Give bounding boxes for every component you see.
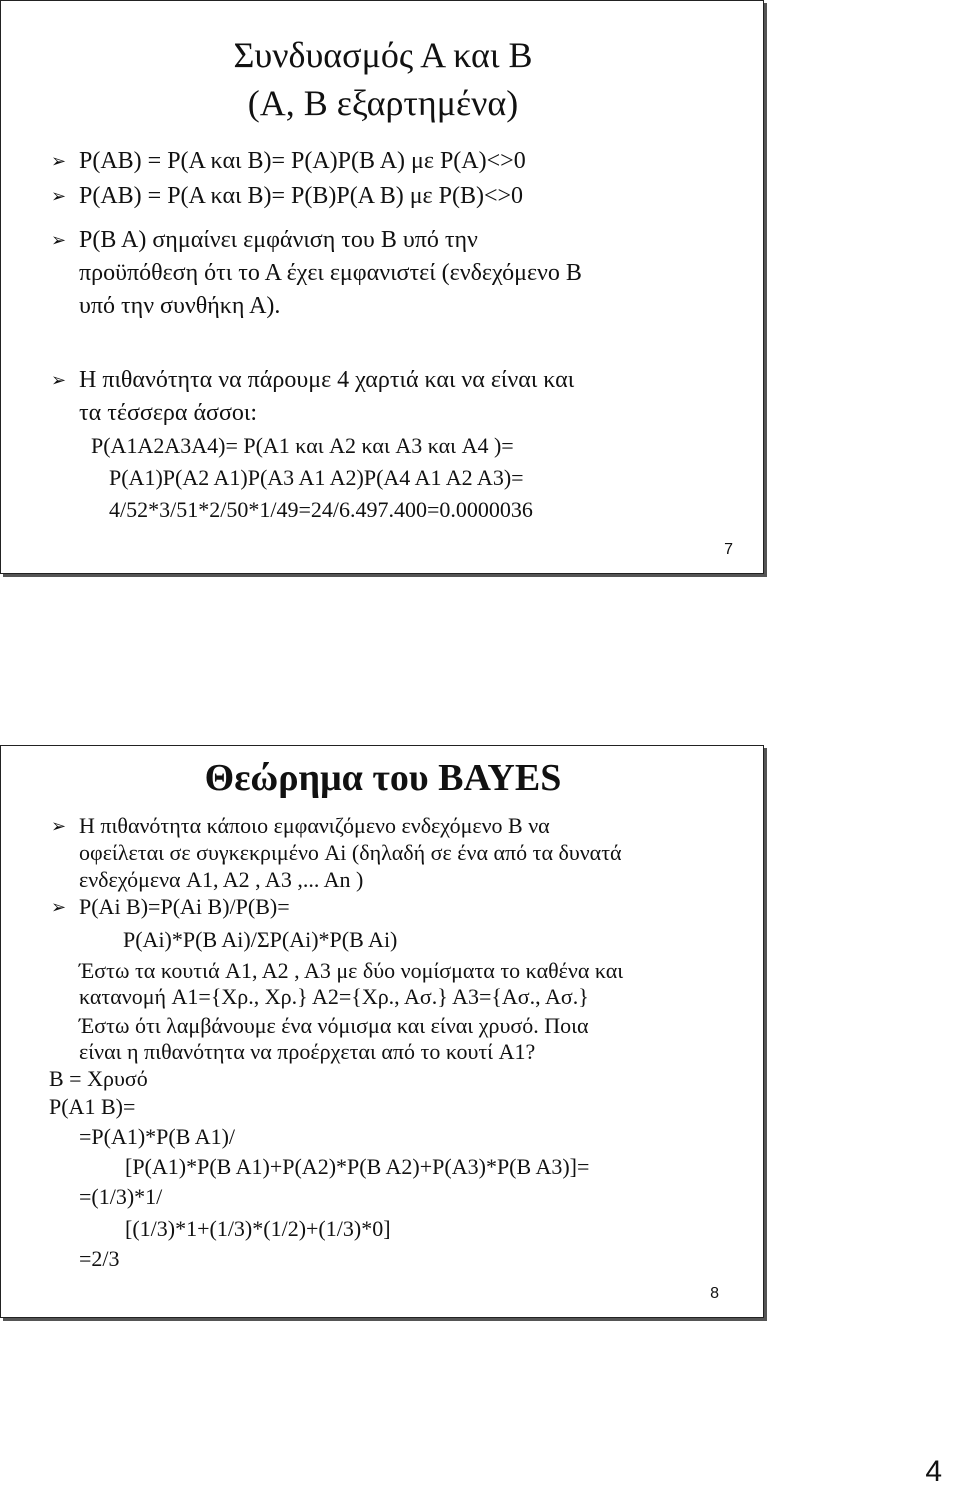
bullet-text: ενδεχόμενα A1, A2 , A3 ,... An ) xyxy=(79,867,364,892)
bullet-text: P(B A) σημαίνει εμφάνιση του Β υπό την xyxy=(79,227,478,253)
bullet-text: Η πιθανότητα να πάρουμε 4 χαρτιά και να είναι και xyxy=(79,367,575,393)
calc-line: =2/3 xyxy=(79,1246,120,1271)
bullet-text: οφείλεται σε συγκεκριμένο Ai (δηλαδή σε ένα από τα δυνατά xyxy=(79,840,622,865)
slide-title-line1: Συνδυασμός Α και Β xyxy=(233,35,533,75)
bullet-text: P(AB) = P(A και B)= P(B)P(A B) με P(B)<>0 xyxy=(79,183,524,209)
bullet-text: τα τέσσερα άσσοι: xyxy=(79,400,258,426)
calc-line: P(A1 B)= xyxy=(49,1094,136,1119)
bullet-arrow-icon: ➢ xyxy=(51,897,67,917)
calc-line: =(1/3)*1/ xyxy=(79,1184,163,1209)
calc-line: Β = Χρυσό xyxy=(49,1066,148,1091)
bullet-arrow-icon: ➢ xyxy=(51,186,67,206)
calc-line: =P(A1)*P(B A1)/ xyxy=(79,1124,236,1149)
bullet-arrow-icon: ➢ xyxy=(51,816,67,836)
slide-8 xyxy=(0,745,764,1318)
slide-number: 8 xyxy=(710,1285,719,1302)
calc-line: [P(A1)*P(B A1)+P(A2)*P(B A2)+P(A3)*P(B A3)]= xyxy=(125,1154,590,1179)
bullet-text: υπό την συνθήκη Α). xyxy=(79,293,281,319)
slide-title: Θεώρημα του BAYES xyxy=(204,757,562,799)
example-text: κατανομή A1={Χρ., Χρ.} A2={Χρ., Ασ.} A3={Ασ., Ασ.} xyxy=(79,984,589,1009)
example-text: Έστω τα κουτιά A1, A2 , A3 με δύο νομίσματα το καθένα και xyxy=(79,958,624,983)
bullet-arrow-icon: ➢ xyxy=(51,370,67,390)
example-text: είναι η πιθανότητα να προέρχεται από το κουτί A1? xyxy=(79,1039,536,1064)
formula-line: P(Ai B)=P(Ai B)/P(B)= xyxy=(79,894,290,919)
formula-line: P(A1A2A3A4)= P(A1 και A2 και A3 και A4 )= xyxy=(91,433,514,458)
formula-line: 4/52*3/51*2/50*1/49=24/6.497.400=0.0000036 xyxy=(109,497,533,522)
bullet-text: Η πιθανότητα κάποιο εμφανιζόμενο ενδεχόμενο Β να xyxy=(79,813,550,838)
bullet-arrow-icon: ➢ xyxy=(51,151,67,171)
slide-number: 7 xyxy=(724,541,733,558)
formula-line: P(Ai)*P(B Ai)/ΣP(Ai)*P(B Ai) xyxy=(123,927,398,952)
slide-7 xyxy=(0,0,764,574)
slide-title-line2: (Α, Β εξαρτημένα) xyxy=(247,83,519,123)
example-text: Έστω ότι λαμβάνουμε ένα νόμισμα και είναι χρυσό. Ποια xyxy=(79,1013,589,1038)
formula-line: P(A1)P(A2 A1)P(A3 A1 A2)P(A4 A1 A2 A3)= xyxy=(109,465,524,490)
calc-line: [(1/3)*1+(1/3)*(1/2)+(1/3)*0] xyxy=(125,1216,391,1241)
bullet-text: προϋπόθεση ότι το Α έχει εμφανιστεί (ενδεχόμενο Β xyxy=(79,260,582,286)
page-number: 4 xyxy=(925,1455,942,1488)
bullet-arrow-icon: ➢ xyxy=(51,230,67,250)
bullet-text: P(AB) = P(A και B)= P(A)P(B A) με P(A)<>0 xyxy=(79,148,526,174)
